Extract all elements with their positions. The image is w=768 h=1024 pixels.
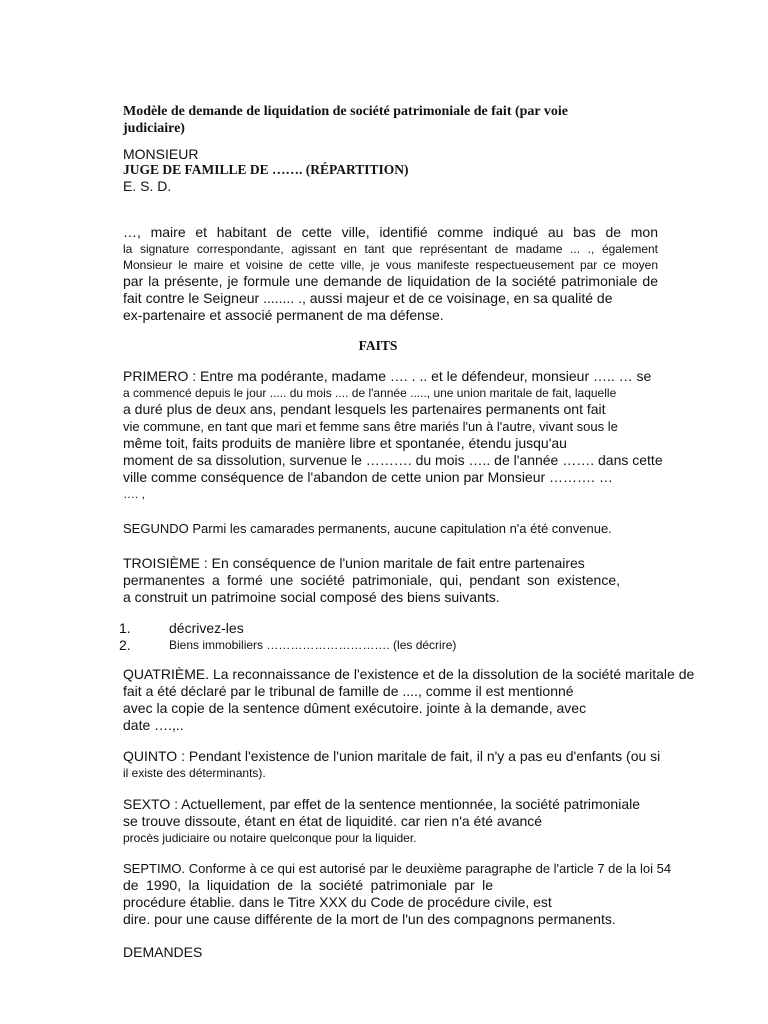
primero-line: PRIMERO : Entre ma podérante, madame …. . .. et le défendeur, monsieur ….. … se [123, 368, 652, 384]
paragraph-sexto [123, 796, 663, 846]
primero-line: moment de sa dissolution, survenue le ………. du mois ….. de l'année ……. dans cette [123, 452, 663, 468]
intro-line: …, maire et habitant de cette ville, identifié comme indiqué au bas de mon [123, 224, 658, 240]
quatrieme-line: QUATRIÈME. La reconnaissance de l'existence et de la dissolution de la société maritale de [123, 666, 695, 682]
intro-paragraph [123, 224, 658, 324]
primero-line: même toit, faits produits de manière libre et spontanée, étendu jusqu'au [123, 435, 567, 451]
paragraph-troisieme [123, 555, 663, 606]
quatrieme-line: date ….,.. [123, 717, 184, 733]
addressee-line-1: MONSIEUR [123, 146, 199, 162]
septimo-line: de 1990, la liquidation de la société patrimoniale par le [123, 877, 493, 893]
primero-line: …. , [123, 487, 146, 501]
primero-line: ville comme conséquence de l'abandon de cette union par Monsieur ………. … [123, 469, 613, 485]
addressee-line-3: E. S. D. [123, 178, 172, 194]
intro-line: la signature correspondante, agissant en tant que représentant de madame ... ., également [123, 242, 658, 256]
intro-line: ex-partenaire et associé permanent de ma défense. [123, 307, 444, 323]
quatrieme-line: fait a été déclaré par le tribunal de famille de ...., comme il est mentionné [123, 683, 574, 699]
section-heading-faits: FAITS [358, 338, 398, 353]
intro-line: fait contre le Seigneur ........ ., aussi majeur et de ce voisinage, en sa qualité de [123, 290, 613, 306]
intro-line: Monsieur le maire et voisine de cette ville, je vous manifeste respectueusement par ce moyen [123, 258, 658, 272]
septimo-line: procédure établie. dans le Titre XXX du Code de procédure civile, est [123, 894, 552, 910]
list-number: 1. [119, 620, 131, 636]
document-body [119, 100, 695, 961]
addressee-line-2: JUGE DE FAMILLE DE ……. (RÉPARTITION) [123, 162, 409, 177]
paragraph-primero [123, 368, 663, 502]
list-item [119, 637, 663, 653]
list-text: décrivez-les [169, 620, 244, 636]
troisieme-line: a construit un patrimoine social composé des biens suivants. [123, 589, 500, 605]
septimo-line: dire. pour une cause différente de la mort de l'un des compagnons permanents. [123, 911, 616, 927]
intro-line: par la présente, je formule une demande de liquidation de la société patrimoniale de [123, 273, 658, 289]
sexto-line: procès judiciaire ou notaire quelconque pour la liquider. [123, 831, 417, 845]
paragraph-quatrieme [123, 666, 695, 734]
list-text: Biens immobiliers …………………………. (les décrire) [169, 638, 457, 652]
sexto-line: SEXTO : Actuellement, par effet de la sentence mentionnée, la société patrimoniale [123, 796, 641, 812]
septimo-line: SEPTIMO. Conforme à ce qui est autorisé par le deuxième paragraphe de l'article 7 de la loi 54 [123, 861, 672, 876]
paragraph-quinto [123, 748, 663, 781]
list-item [119, 620, 663, 637]
quinto-line: QUINTO : Pendant l'existence de l'union maritale de fait, il n'y a pas eu d'enfants (ou si [123, 748, 661, 764]
troisieme-line: TROISIÈME : En conséquence de l'union maritale de fait entre partenaires [123, 555, 585, 571]
paragraph-septimo [123, 860, 672, 928]
primero-line: a commencé depuis le jour ..... du mois .... de l'année ....., une union maritale de fait, laquelle [123, 386, 617, 400]
list-number: 2. [119, 637, 131, 653]
addressee-block [123, 146, 663, 194]
troisieme-line: permanentes a formé une société patrimoniale, qui, pendant son existence, [123, 572, 620, 588]
section-heading-demandes: DEMANDES [123, 944, 203, 960]
quatrieme-line: avec la copie de la sentence dûment exécutoire. jointe à la demande, avec [123, 700, 587, 716]
assets-list [119, 620, 663, 653]
quinto-line: il existe des déterminants). [123, 766, 266, 780]
primero-line: a duré plus de deux ans, pendant lesquels les partenaires permanents ont fait [123, 401, 606, 417]
primero-line: vie commune, en tant que mari et femme sans être mariés l'un à l'autre, vivant sous le [123, 419, 618, 434]
document-title: Modèle de demande de liquidation de société patrimoniale de fait (par voie judiciaire) [123, 104, 568, 136]
sexto-line: se trouve dissoute, étant en état de liquidité. car rien n'a été avancé [123, 813, 543, 829]
paragraph-segundo: SEGUNDO Parmi les camarades permanents, aucune capitulation n'a été convenue. [123, 521, 612, 536]
